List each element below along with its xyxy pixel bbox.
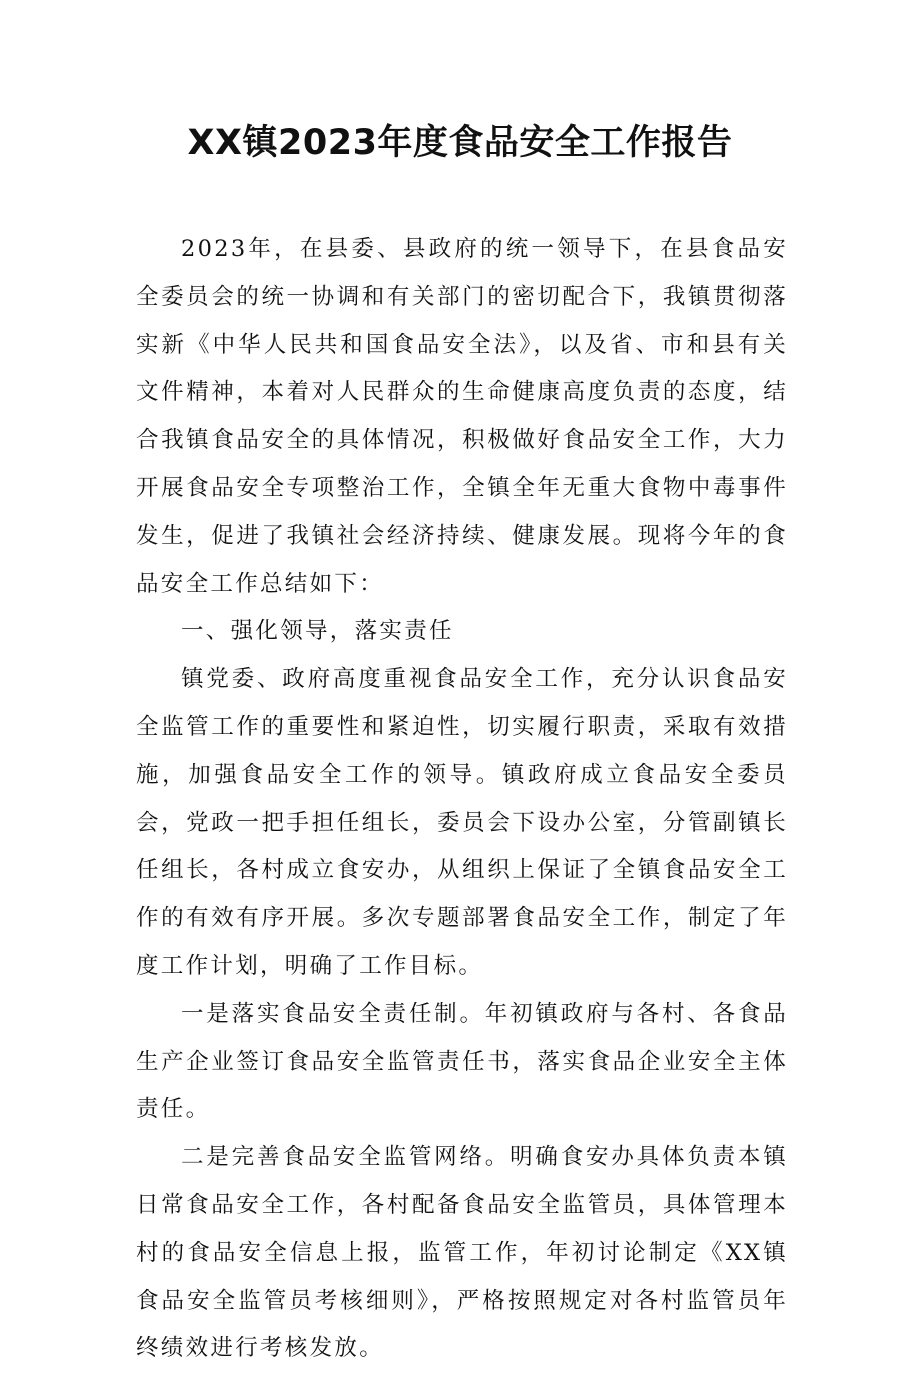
paragraph-responsibility-system: 一是落实食品安全责任制。年初镇政府与各村、各食品生产企业签订食品安全监管责任书，落实食品企业安全主体责任。	[136, 1000, 788, 1123]
section-heading-1: 一、强化领导，落实责任	[181, 618, 454, 645]
document-body	[136, 226, 788, 1373]
document-title: XX镇2023年度食品安全工作报告	[187, 123, 733, 163]
paragraph-intro: 2023年，在县委、县政府的统一领导下，在县食品安全委员会的统一协调和有关部门的密切配合下，我镇贯彻落实新《中华人民共和国食品安全法》，以及省、市和县有关文件精神，本着对人民群众的生命健康高度负责的态度，结合我镇食品安全的具体情况，积极做好食品安全工作，大力开展食品安全专项整治工作，全镇全年无重大食物中毒事件发生，促进了我镇社会经济持续、健康发展。现将今年的食品安全工作总结如下：	[136, 236, 788, 597]
paragraph-leadership: 镇党委、政府高度重视食品安全工作，充分认识食品安全监管工作的重要性和紧迫性，切实履行职责，采取有效措施，加强食品安全工作的领导。镇政府成立食品安全委员会，党政一把手担任组长，委员会下设办公室，分管副镇长任组长，各村成立食安办，从组织上保证了全镇食品安全工作的有效有序开展。多次专题部署食品安全工作，制定了年度工作计划，明确了工作目标。	[136, 666, 788, 979]
paragraph-supervision-network: 二是完善食品安全监管网络。明确食安办具体负责本镇日常食品安全工作，各村配备食品安全监管员，具体管理本村的食品安全信息上报，监管工作，年初讨论制定《XX镇食品安全监管员考核细则》，严格按照规定对各村监管员年终绩效进行考核发放。	[136, 1144, 788, 1362]
